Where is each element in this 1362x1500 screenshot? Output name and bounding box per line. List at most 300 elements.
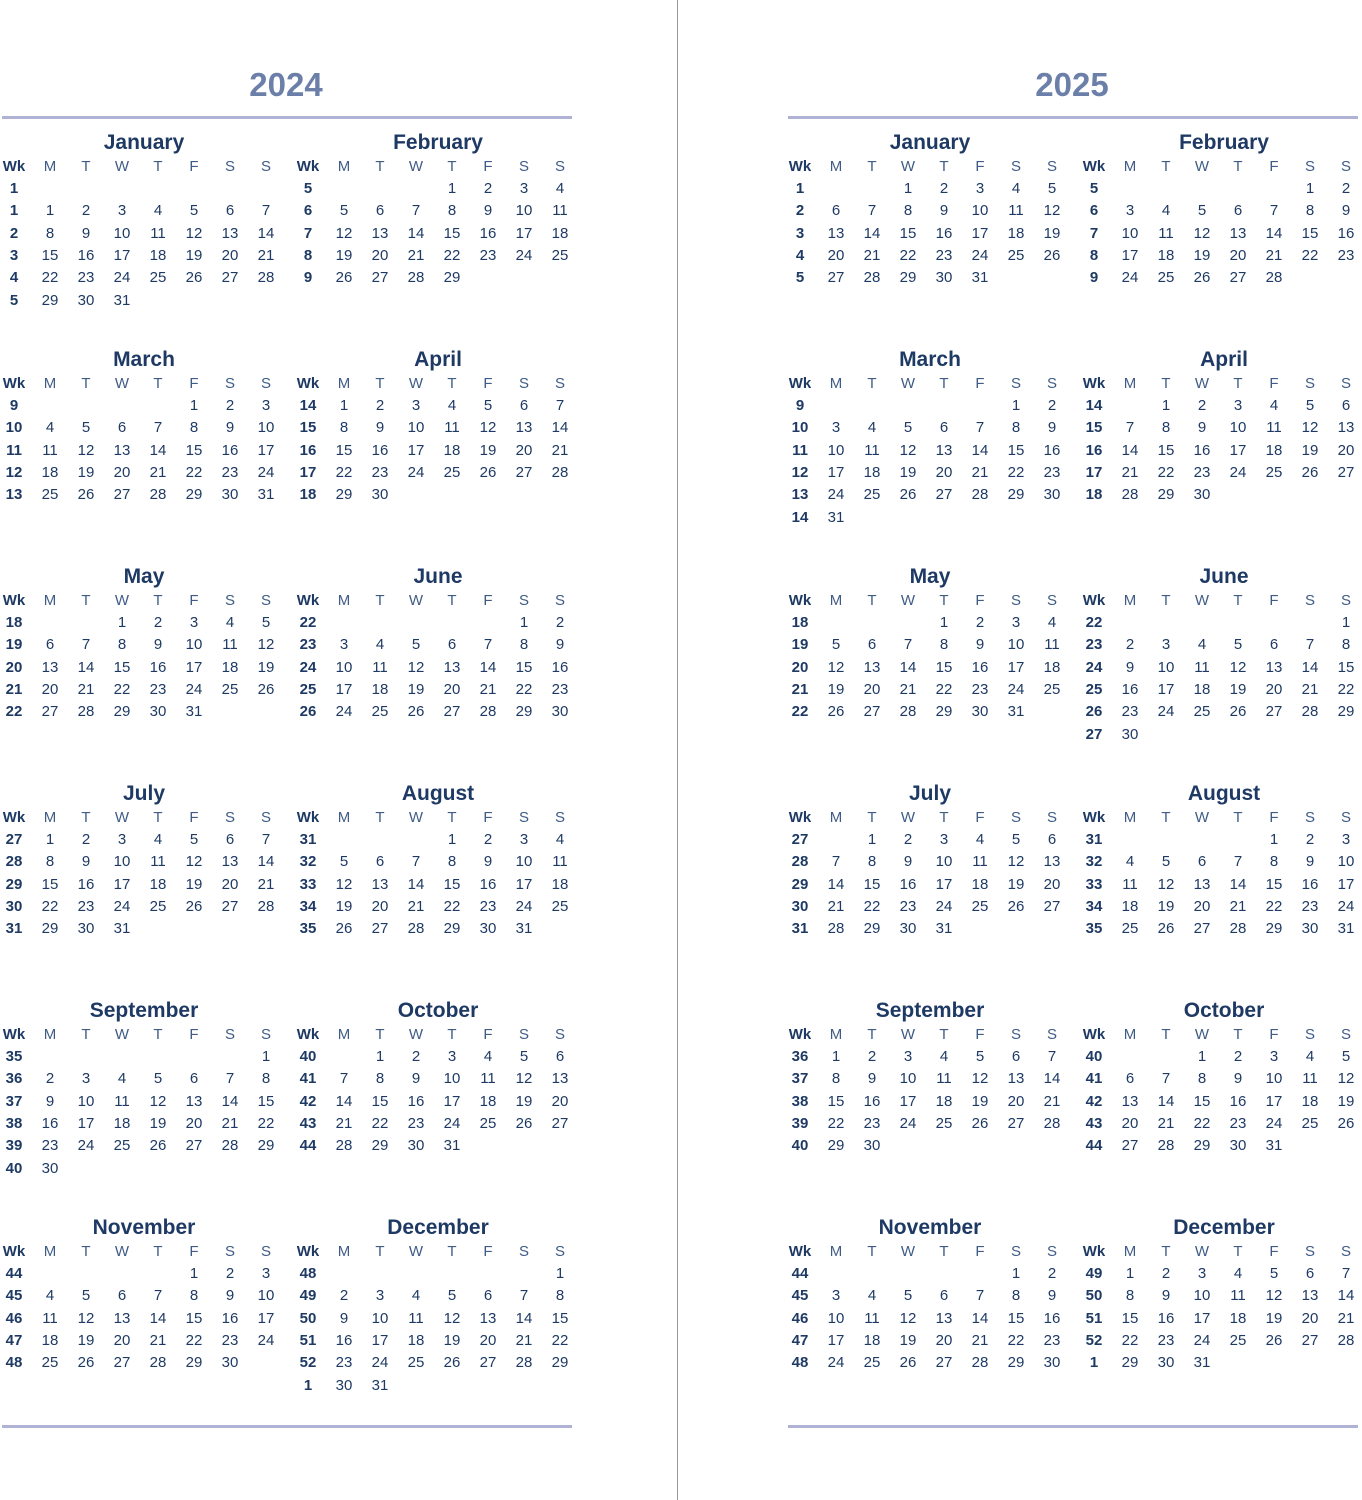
day-cell: 12 — [1229, 658, 1247, 676]
day-cell: 8 — [867, 853, 877, 871]
day-cell: 23 — [41, 1137, 59, 1155]
day-cell: 15 — [1121, 1309, 1139, 1327]
week-number: 11 — [6, 441, 22, 459]
day-cell: 1 — [1197, 1048, 1207, 1065]
day-cell: 12 — [515, 1070, 533, 1088]
day-cell: 20 — [371, 246, 389, 264]
day-cell: 30 — [551, 703, 569, 721]
day-cell: 21 — [479, 680, 497, 698]
year-panel-2025 — [786, 0, 1358, 1500]
day-cell: 9 — [225, 1287, 235, 1305]
day-cell: 19 — [185, 246, 203, 264]
day-cell: 30 — [1121, 725, 1139, 743]
weekday-header: S — [260, 1243, 271, 1260]
day-cell: 2 — [975, 614, 985, 631]
day-cell: 22 — [1193, 1114, 1211, 1132]
day-cell: 21 — [335, 1114, 353, 1132]
month-title: June — [1199, 565, 1249, 588]
day-cell: 20 — [1193, 897, 1211, 915]
day-cell: 25 — [1121, 920, 1139, 938]
day-cell: 2 — [375, 397, 385, 414]
weekday-header: T — [81, 592, 91, 609]
day-cell: 6 — [483, 1287, 493, 1305]
day-cell: 11 — [444, 419, 460, 437]
day-cell: 23 — [407, 1114, 425, 1132]
week-row — [1080, 1113, 1362, 1135]
day-cell: 14 — [551, 419, 569, 437]
week-number: 40 — [5, 1159, 23, 1177]
week-number: 44 — [1085, 1137, 1103, 1155]
day-cell: 16 — [149, 658, 167, 676]
week-row — [294, 200, 582, 222]
day-cell: 4 — [225, 614, 235, 631]
day-cell: 22 — [371, 1114, 389, 1132]
weekday-header: S — [1046, 375, 1057, 392]
week-row — [0, 701, 288, 723]
day-cell: 6 — [1305, 1265, 1315, 1282]
day-cell: 19 — [1265, 1309, 1283, 1327]
day-cell: 21 — [827, 897, 845, 915]
day-cell: 14 — [863, 224, 881, 242]
week-number: 49 — [299, 1287, 317, 1305]
day-cell: 15 — [863, 875, 881, 893]
week-number: 7 — [303, 224, 313, 242]
week-row — [1080, 829, 1362, 851]
weekday-header: W — [900, 1026, 916, 1043]
day-cell: 3 — [1125, 202, 1135, 220]
day-cell: 29 — [1007, 486, 1025, 504]
day-cell: 15 — [1265, 875, 1283, 893]
weekday-header-row — [786, 807, 1074, 829]
day-cell: 13 — [221, 224, 239, 242]
week-row — [294, 1068, 582, 1090]
day-cell: 25 — [41, 1354, 59, 1372]
day-cell: 7 — [1161, 1070, 1171, 1088]
week-header: Wk — [1082, 592, 1106, 609]
week-row — [0, 1352, 288, 1374]
day-cell: 13 — [1043, 853, 1061, 871]
day-cell: 3 — [1269, 1048, 1279, 1065]
day-cell: 23 — [77, 269, 95, 287]
day-cell: 8 — [519, 636, 529, 654]
week-row — [294, 918, 582, 940]
day-cell: 29 — [443, 269, 461, 287]
week-row — [1080, 484, 1362, 506]
week-row — [786, 484, 1074, 506]
weekday-header: S — [1304, 592, 1315, 609]
week-row — [0, 1046, 288, 1068]
day-cell: 28 — [1229, 920, 1247, 938]
day-cell: 4 — [447, 397, 457, 414]
week-number: 36 — [5, 1070, 23, 1088]
week-number: 8 — [1089, 246, 1099, 264]
day-cell: 7 — [1125, 419, 1135, 437]
week-row — [786, 440, 1074, 462]
day-cell: 1 — [375, 1048, 385, 1065]
weekday-header: M — [337, 1026, 351, 1043]
weekday-header: T — [867, 1026, 877, 1043]
day-cell: 3 — [261, 397, 271, 414]
day-cell: 6 — [519, 397, 529, 414]
week-row — [786, 896, 1074, 918]
day-cell: 10 — [371, 1309, 389, 1327]
day-cell: 3 — [81, 1070, 91, 1088]
day-cell: 18 — [443, 441, 461, 459]
day-cell: 14 — [479, 658, 497, 676]
week-number: 35 — [1085, 920, 1103, 938]
weekday-header-row — [786, 373, 1074, 395]
day-cell: 17 — [443, 1092, 461, 1110]
month-title: July — [908, 782, 952, 805]
day-cell: 3 — [519, 180, 529, 197]
day-cell: 18 — [935, 1092, 953, 1110]
day-cell: 17 — [371, 1331, 389, 1349]
day-cell: 18 — [41, 463, 59, 481]
month-block — [0, 347, 288, 557]
weekday-header: F — [189, 375, 199, 392]
weekday-header: S — [1046, 1243, 1057, 1260]
week-row — [294, 679, 582, 701]
day-cell: 2 — [555, 614, 565, 631]
month-title: August — [401, 782, 475, 805]
day-cell: 3 — [975, 180, 985, 197]
day-cell: 26 — [515, 1114, 533, 1132]
day-cell: 20 — [41, 680, 59, 698]
day-cell: 28 — [863, 269, 881, 287]
day-cell: 12 — [1337, 1070, 1355, 1088]
week-row — [0, 1068, 288, 1090]
day-cell: 28 — [1301, 703, 1319, 721]
day-cell: 29 — [443, 920, 461, 938]
month-title: April — [1200, 348, 1248, 371]
day-cell: 5 — [1047, 180, 1057, 197]
day-cell: 17 — [1157, 680, 1175, 698]
day-cell: 18 — [1193, 680, 1211, 698]
day-cell: 24 — [1337, 897, 1355, 915]
day-cell: 31 — [1007, 703, 1025, 721]
day-cell: 6 — [1197, 853, 1207, 871]
weekday-header: W — [1194, 809, 1210, 826]
weekday-header: T — [447, 809, 457, 826]
day-cell: 28 — [149, 486, 167, 504]
day-cell: 18 — [149, 875, 167, 893]
day-cell: 23 — [1337, 246, 1355, 264]
weekday-header: S — [1340, 158, 1351, 175]
day-cell: 4 — [411, 1287, 421, 1305]
day-cell: 18 — [1043, 658, 1061, 676]
day-cell: 16 — [1301, 875, 1319, 893]
week-number: 32 — [299, 853, 317, 871]
day-cell: 16 — [863, 1092, 881, 1110]
day-cell: 16 — [371, 441, 389, 459]
weekday-header: T — [375, 375, 385, 392]
day-cell: 26 — [257, 680, 275, 698]
day-cell: 25 — [149, 269, 167, 287]
day-cell: 1 — [117, 614, 127, 631]
day-cell: 7 — [411, 853, 421, 871]
day-cell: 21 — [257, 246, 275, 264]
day-cell: 28 — [257, 269, 275, 287]
month-title: September — [875, 999, 985, 1022]
day-cell: 26 — [1337, 1114, 1355, 1132]
weekday-header: S — [224, 592, 235, 609]
week-number: 47 — [5, 1331, 23, 1349]
day-cell: 24 — [1157, 703, 1175, 721]
weekday-header: T — [1233, 158, 1243, 175]
day-cell: 23 — [1193, 463, 1211, 481]
day-cell: 22 — [1337, 680, 1355, 698]
week-row — [294, 1113, 582, 1135]
week-row — [294, 851, 582, 873]
day-cell: 8 — [903, 202, 913, 220]
weekday-header: S — [260, 158, 271, 175]
weekday-header: T — [939, 1243, 949, 1260]
day-cell: 18 — [1301, 1092, 1319, 1110]
week-row — [786, 634, 1074, 656]
week-row — [294, 634, 582, 656]
day-cell: 5 — [1197, 202, 1207, 220]
week-row — [1080, 417, 1362, 439]
day-cell: 30 — [863, 1137, 881, 1155]
day-cell: 13 — [41, 658, 59, 676]
day-cell: 27 — [1265, 703, 1283, 721]
week-row — [294, 657, 582, 679]
weekday-header: T — [1161, 1026, 1171, 1043]
day-cell: 14 — [1229, 875, 1247, 893]
day-cell: 8 — [1125, 1287, 1135, 1305]
weekday-header: T — [81, 375, 91, 392]
day-cell: 5 — [339, 853, 349, 871]
day-cell: 1 — [1161, 397, 1171, 414]
day-cell: 22 — [899, 246, 917, 264]
day-cell: 19 — [149, 1114, 167, 1132]
day-cell: 16 — [77, 875, 95, 893]
day-cell: 24 — [443, 1114, 461, 1132]
day-cell: 13 — [935, 1309, 953, 1327]
weekday-header-row — [294, 156, 582, 178]
day-cell: 3 — [117, 831, 127, 848]
day-cell: 6 — [1125, 1070, 1135, 1088]
day-cell: 23 — [221, 1331, 239, 1349]
week-row — [1080, 200, 1362, 222]
weekday-header: S — [1304, 158, 1315, 175]
week-row — [1080, 1091, 1362, 1113]
weekday-header: S — [1340, 592, 1351, 609]
day-cell: 12 — [77, 1309, 95, 1327]
day-cell: 3 — [375, 1287, 385, 1305]
week-number: 31 — [299, 831, 317, 848]
day-cell: 1 — [261, 1048, 271, 1065]
day-cell: 7 — [153, 419, 163, 437]
day-cell: 28 — [551, 463, 569, 481]
day-cell: 12 — [899, 1309, 917, 1327]
month-title: January — [889, 131, 971, 154]
month-block — [1080, 130, 1362, 340]
day-cell: 19 — [899, 1331, 917, 1349]
day-cell: 13 — [113, 441, 131, 459]
weekday-header: W — [114, 1243, 130, 1260]
day-cell: 7 — [519, 1287, 529, 1305]
day-cell: 10 — [827, 441, 845, 459]
day-cell: 27 — [113, 486, 131, 504]
week-number: 8 — [303, 246, 313, 264]
day-cell: 12 — [335, 875, 353, 893]
day-cell: 7 — [555, 397, 565, 414]
week-number: 9 — [795, 397, 805, 414]
day-cell: 1 — [1305, 180, 1315, 197]
day-cell: 26 — [185, 897, 203, 915]
day-cell: 12 — [443, 1309, 461, 1327]
day-cell: 22 — [1007, 1331, 1025, 1349]
day-cell: 2 — [867, 1048, 877, 1065]
week-number: 3 — [9, 246, 19, 264]
day-cell: 31 — [371, 1376, 389, 1394]
day-cell: 17 — [1229, 441, 1247, 459]
day-cell: 5 — [411, 636, 421, 654]
weekday-header: T — [153, 158, 163, 175]
week-number: 19 — [791, 636, 809, 654]
day-cell: 4 — [1011, 180, 1021, 197]
weekday-header: F — [1269, 158, 1279, 175]
day-cell: 2 — [483, 831, 493, 848]
weekday-header: T — [939, 1026, 949, 1043]
day-cell: 21 — [1121, 463, 1139, 481]
weekday-header: T — [447, 1243, 457, 1260]
week-number: 35 — [5, 1048, 23, 1065]
day-cell: 9 — [1125, 658, 1135, 676]
week-number: 16 — [1085, 441, 1103, 459]
top-rule — [2, 116, 572, 119]
day-cell: 3 — [189, 614, 199, 631]
week-number: 31 — [1085, 831, 1103, 848]
day-cell: 14 — [257, 224, 275, 242]
weekday-header: W — [1194, 1026, 1210, 1043]
week-row — [786, 1352, 1074, 1374]
day-cell: 1 — [867, 831, 877, 848]
weekday-header: F — [1269, 592, 1279, 609]
day-cell: 18 — [551, 875, 569, 893]
day-cell: 12 — [479, 419, 497, 437]
day-cell: 28 — [971, 486, 989, 504]
day-cell: 18 — [551, 224, 569, 242]
week-header: Wk — [788, 375, 812, 392]
day-cell: 23 — [77, 897, 95, 915]
day-cell: 10 — [443, 1070, 461, 1088]
day-cell: 25 — [443, 463, 461, 481]
weekday-header: S — [260, 375, 271, 392]
day-cell: 5 — [189, 202, 199, 220]
week-number: 5 — [1089, 180, 1099, 197]
week-number: 17 — [299, 463, 317, 481]
day-cell: 7 — [81, 636, 91, 654]
month-block — [786, 781, 1074, 991]
week-row — [294, 484, 582, 506]
day-cell: 27 — [515, 463, 533, 481]
day-cell: 25 — [113, 1137, 131, 1155]
weekday-header: S — [224, 1243, 235, 1260]
day-cell: 9 — [153, 636, 163, 654]
day-cell: 14 — [1265, 224, 1283, 242]
week-number: 15 — [1085, 419, 1103, 437]
day-cell: 11 — [936, 1070, 952, 1088]
day-cell: 24 — [899, 1114, 917, 1132]
weekday-header: M — [1123, 1026, 1137, 1043]
week-number: 21 — [791, 680, 809, 698]
day-cell: 22 — [935, 680, 953, 698]
week-row — [786, 178, 1074, 200]
day-cell: 8 — [261, 1070, 271, 1088]
day-cell: 30 — [1157, 1354, 1175, 1372]
weekday-header: F — [975, 592, 985, 609]
weekday-header: M — [829, 592, 843, 609]
week-number: 50 — [299, 1309, 317, 1327]
day-cell: 22 — [185, 1331, 203, 1349]
day-cell: 30 — [1301, 920, 1319, 938]
weekday-header: F — [483, 375, 493, 392]
day-cell: 1 — [831, 1048, 841, 1065]
day-cell: 27 — [185, 1137, 203, 1155]
weekday-header: T — [375, 809, 385, 826]
week-row — [786, 1068, 1074, 1090]
day-cell: 3 — [831, 419, 841, 437]
week-row — [0, 829, 288, 851]
weekday-header: T — [81, 158, 91, 175]
week-number: 7 — [1089, 224, 1099, 242]
day-cell: 15 — [1301, 224, 1319, 242]
day-cell: 4 — [1047, 614, 1057, 631]
day-cell: 1 — [1125, 1265, 1135, 1282]
week-row — [0, 200, 288, 222]
week-row — [1080, 724, 1362, 746]
day-cell: 16 — [1337, 224, 1355, 242]
week-number: 10 — [791, 419, 809, 437]
day-cell: 14 — [1301, 658, 1319, 676]
day-cell: 30 — [221, 486, 239, 504]
day-cell: 23 — [149, 680, 167, 698]
week-row — [1080, 1308, 1362, 1330]
day-cell: 10 — [113, 224, 131, 242]
day-cell: 5 — [831, 636, 841, 654]
day-cell: 21 — [257, 875, 275, 893]
day-cell: 13 — [443, 658, 461, 676]
day-cell: 24 — [935, 897, 953, 915]
week-row — [786, 507, 1074, 529]
day-cell: 3 — [1341, 831, 1351, 848]
week-header: Wk — [1082, 809, 1106, 826]
day-cell: 2 — [483, 180, 493, 197]
day-cell: 14 — [515, 1309, 533, 1327]
day-cell: 18 — [863, 1331, 881, 1349]
week-number: 43 — [1085, 1114, 1103, 1132]
day-cell: 28 — [479, 703, 497, 721]
week-header: Wk — [788, 158, 812, 175]
day-cell: 24 — [371, 1354, 389, 1372]
day-cell: 14 — [827, 875, 845, 893]
day-cell: 23 — [1229, 1114, 1247, 1132]
day-cell: 21 — [77, 680, 95, 698]
day-cell: 13 — [371, 224, 389, 242]
weekday-header: T — [867, 592, 877, 609]
day-cell: 19 — [1007, 875, 1025, 893]
weekday-header: T — [1161, 592, 1171, 609]
week-row — [0, 267, 288, 289]
week-row — [1080, 657, 1362, 679]
weekday-header: M — [829, 1243, 843, 1260]
day-cell: 25 — [551, 897, 569, 915]
day-cell: 28 — [1121, 486, 1139, 504]
day-cell: 21 — [971, 1331, 989, 1349]
weekday-header: F — [975, 158, 985, 175]
